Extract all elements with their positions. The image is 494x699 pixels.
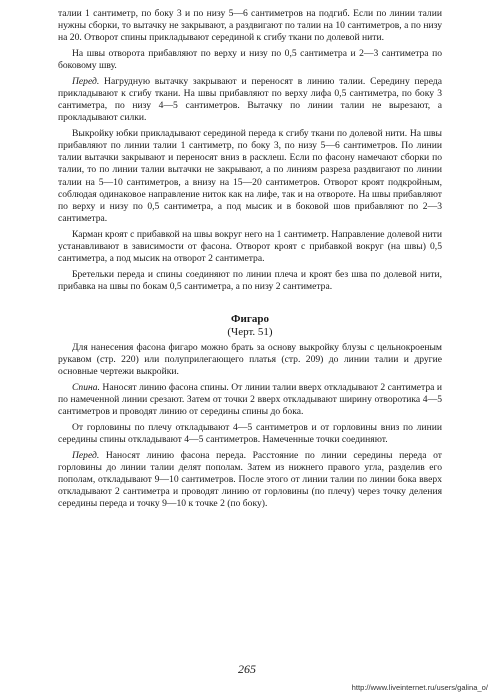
section-title: Фигаро [231, 312, 269, 325]
paragraph-text: Карман кроят с прибавкой на швы вокруг него на 1 сантиметр. Направление долевой нити устанавливают в зависимости от фасона. Отворот кроят с прибавкой вокруг (на швы) 0,5 сантиметра, а под мысик на отворот 2 сантиметра. [58, 228, 442, 264]
text-section-top [58, 8, 442, 293]
paragraph-text: Выкройку юбки прикладывают серединой переда к сгибу ткани по долевой нити. На швы прибавляют по линии талии 1 сантиметр, по боку 3, по низу 5—6 сантиметров. По линии талии вытачки закрывают и переносят вниз в расклеш. Если по фасону намечают сборки по талии, то по линии талии вытачки не закрывают, а по линиям разреза раздвигают по линии талии на 5—10 сантиметров, а внизу на 15—20 сантиметров. Отворот кроят подкройным, соблюдая одинаковое направление ниток как на лифе, так и на отвороте. На швы прибавляют по верху и низу по 0,5 сантиметра, а под мысик и в боковой шов прибавляют по 2—3 сантиметра. [58, 127, 442, 224]
text-section-bottom [58, 342, 442, 511]
paragraph [58, 422, 442, 446]
section-subtitle: (Черт. 51) [227, 325, 273, 338]
paragraph [58, 76, 442, 125]
watermark-url: http://www.liveinternet.ru/users/galina_o/ [351, 683, 488, 692]
paragraph [58, 8, 442, 44]
paragraph-text: Нагрудную вытачку закрывают и переносят в линию талии. Середину переда прикладывают к сгибу ткани. На швы прибавляют по верху лифа 0,5 сантиметра, по боку 3 сантиметра, по низу 4—5 сантиметров. Вытачку по линии талии не вырезают, а прокладывают силки. [58, 75, 442, 124]
section-heading [58, 313, 442, 339]
paragraph-text: талии 1 сантиметр, по боку 3 и по низу 5—6 сантиметров на подгиб. Если по линии талии нужны сборки, то вытачку не закрывают, а раздвигают по талии на 10 сантиметров, а по низу на 20. Отворот спины прикладывают серединой к сгибу ткани по долевой нити. [58, 8, 442, 44]
paragraph [58, 269, 442, 293]
paragraph-text: Бретельки переда и спины соединяют по линии плеча и кроят без шва по долевой нити, прибавка на швы по бокам 0,5 сантиметра, а по низу 2 сантиметра. [58, 268, 442, 292]
paragraph-text: Наносят линию фасона переда. Расстояние по линии середины переда от горловины до линии талии делят пополам. Затем из нижнего правого угла, разделив его пополам, откладывают 9—10 сантиметров. После этого от линии талии по линии бока вверх откладывают 2 сантиметра и проводят линию от горловины (по плечу) через точку деления середины переда и точку 9—10 к точке 2 (по боку). [58, 449, 442, 510]
paragraph-text: Для нанесения фасона фигаро можно брать за основу выкройку блузы с цельнокроеным рукавом (стр. 220) или полуприлегающего платья (стр. 209) до линии талии и другие основные чертежи выкройки. [58, 341, 442, 378]
paragraph-lead: Перед. [72, 75, 100, 87]
paragraph [58, 229, 442, 265]
paragraph-text: Наносят линию фасона спины. От линии талии вверх откладывают 2 сантиметра и по намеченной линии срезают. Затем от точки 2 вверх откладывают ширину отворотика 4—5 сантиметров и проводят линию от середины спины до бока. [58, 381, 442, 418]
page-number: 265 [238, 662, 256, 676]
page-body [58, 8, 442, 514]
paragraph [58, 450, 442, 511]
paragraph [58, 48, 442, 72]
paragraph-text: На швы отворота прибавляют по верху и низу по 0,5 сантиметра и 2—3 сантиметра по боковому шву. [58, 47, 442, 72]
paragraph [58, 342, 442, 378]
paragraph-lead: Спина. [72, 381, 100, 393]
paragraph [58, 128, 442, 225]
paragraph-text: От горловины по плечу откладывают 4—5 сантиметров и от горловины вниз по линии середины спины откладывают 4—5 сантиметров. Намеченные точки соединяют. [58, 421, 442, 446]
paragraph [58, 382, 442, 418]
paragraph-lead: Перед. [72, 449, 100, 461]
